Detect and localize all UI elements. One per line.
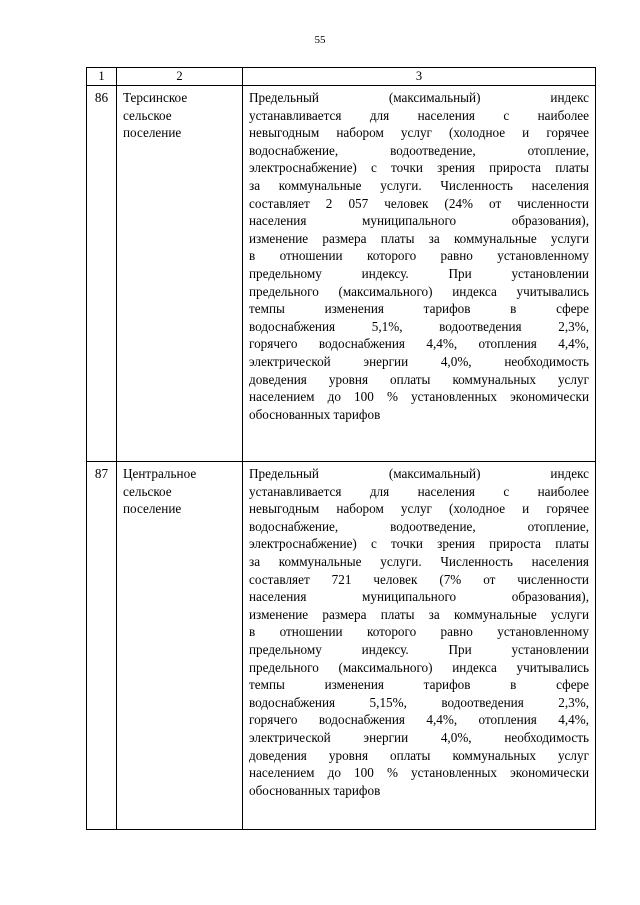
settlement-name: Терсинское сельское поселение — [117, 86, 243, 462]
document-table — [86, 67, 596, 830]
description-line: составляет 2 057 человек (24% от численности — [249, 195, 589, 211]
description-line: устанавливается для населения с наиболее — [249, 483, 589, 499]
description-line: предельному индексу. При установлении — [249, 265, 589, 281]
index-description — [243, 86, 596, 462]
description-line: населения муниципального образования), — [249, 213, 589, 229]
description-line: водоснабжение, водоотведение, отопление, — [249, 518, 589, 534]
description-line: устанавливается для населения с наиболее — [249, 107, 589, 123]
index-description — [243, 462, 596, 830]
description-line: в отношении которого равно установленному — [249, 624, 589, 640]
table-row — [87, 86, 596, 462]
row-number: 87 — [87, 462, 117, 830]
description-line: предельному индексу. При установлении — [249, 641, 589, 657]
description-line: темпы изменения тарифов в сфере — [249, 301, 589, 317]
description-line: невыгодным набором услуг (холодное и горячее — [249, 501, 589, 517]
description-line: составляет 721 человек (7% от численности — [249, 571, 589, 587]
description-line: водоснабжение, водоотведение, отопление, — [249, 142, 589, 158]
description-line: изменение размера платы за коммунальные услуги — [249, 606, 589, 622]
description-line: электроснабжение) с точки зрения прироста платы — [249, 536, 589, 552]
table-header-row — [87, 68, 596, 86]
description-line: электрической энергии 4,0%, необходимость — [249, 353, 589, 369]
header-col-1: 1 — [87, 68, 117, 86]
table-row — [87, 462, 596, 830]
description-line: предельного (максимального) индекса учитывались — [249, 659, 589, 675]
description-line: Предельный (максимальный) индекс — [249, 90, 589, 105]
description-line: горячего водоснабжения 4,4%, отопления 4,4%, — [249, 336, 589, 352]
description-line: за коммунальные услуги. Численность населения — [249, 553, 589, 569]
description-line: за коммунальные услуги. Численность населения — [249, 177, 589, 193]
description-line: темпы изменения тарифов в сфере — [249, 677, 589, 693]
description-line: в отношении которого равно установленному — [249, 248, 589, 264]
settlement-name: Центральное сельское поселение — [117, 462, 243, 830]
description-line: обоснованных тарифов — [249, 406, 381, 422]
header-col-3: 3 — [243, 68, 596, 86]
description-line: населения муниципального образования), — [249, 589, 589, 605]
description-line: горячего водоснабжения 4,4%, отопления 4,4%, — [249, 712, 589, 728]
description-line: водоснабжения 5,1%, водоотведения 2,3%, — [249, 318, 589, 334]
description-line: Предельный (максимальный) индекс — [249, 466, 589, 481]
page-number: 55 — [314, 34, 326, 46]
description-line: доведения уровня оплаты коммунальных услуг — [249, 371, 589, 387]
description-line: изменение размера платы за коммунальные услуги — [249, 230, 589, 246]
description-line: электрической энергии 4,0%, необходимость — [249, 729, 589, 745]
description-line: невыгодным набором услуг (холодное и горячее — [249, 125, 589, 141]
description-line: водоснабжения 5,15%, водоотведения 2,3%, — [249, 694, 589, 710]
description-line: доведения уровня оплаты коммунальных услуг — [249, 747, 589, 763]
description-line: электроснабжение) с точки зрения прироста платы — [249, 160, 589, 176]
description-line: населением до 100 % установленных экономически — [249, 765, 589, 781]
description-line: населением до 100 % установленных экономически — [249, 389, 589, 405]
description-line: предельного (максимального) индекса учитывались — [249, 283, 589, 299]
description-line: обоснованных тарифов — [249, 782, 381, 798]
header-col-2: 2 — [117, 68, 243, 86]
row-number: 86 — [87, 86, 117, 462]
